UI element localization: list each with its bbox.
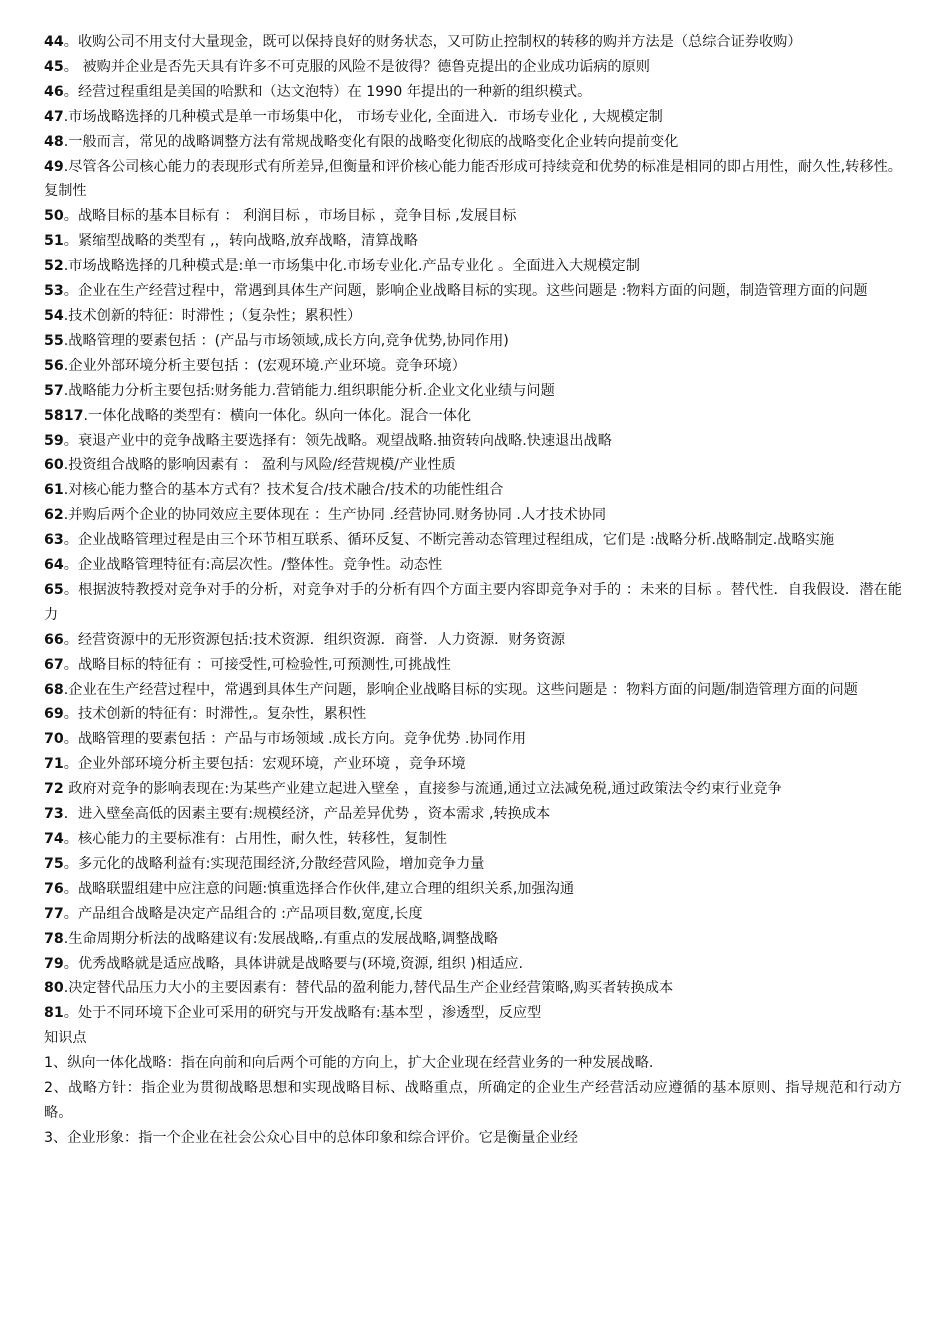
question-number: 73 [44,806,64,823]
question-number: 56 [44,357,64,374]
question-number: 46 [44,83,64,100]
question-item [44,478,902,503]
question-item [44,902,902,927]
question-number: 65 [44,581,64,598]
question-number: 70 [44,731,64,748]
question-text: 。企业战略管理特征有:高层次性。/整体性。竞争性。动态性 [63,557,443,574]
question-item [44,752,902,777]
question-text: 。企业外部环境分析主要包括：宏观环境，产业环境 ，竞争环境 [63,756,466,773]
question-text: .并购后两个企业的协同效应主要体现在 ：生产协同 .经营协同.财务协同 .人才技术协同 [63,507,607,524]
question-item [44,952,902,977]
knowledge-section [44,1026,902,1151]
question-text: 。经营资源中的无形资源包括:技术资源．组织资源．商誉．人力资源．财务资源 [63,631,566,648]
question-item [44,976,902,1001]
question-number: 45 [44,58,64,75]
question-text: .技术创新的特征：时滞性 ;（复杂性；累积性） [63,307,362,324]
question-item [44,927,902,952]
question-number: 54 [44,307,64,324]
question-item [44,628,902,653]
question-item [44,727,902,752]
question-item [44,678,902,703]
question-item [44,877,902,902]
question-number: 47 [44,108,64,125]
question-item [44,827,902,852]
question-number: 66 [44,631,64,648]
question-item [44,653,902,678]
question-text: .对核心能力整合的基本方式有？技术复合/技术融合/技术的功能性组合 [63,482,504,499]
knowledge-heading: 知识点 [44,1030,87,1047]
question-number: 72 [44,781,64,798]
question-item [44,453,902,478]
question-number: 50 [44,208,64,225]
question-item [44,702,902,727]
question-text: 。根据波特教授对竞争对手的分析，对竞争对手的分析有四个方面主要内容即竞争对手的 ：未来的目标 。替代性．自我假设．潜在能力 [44,581,902,623]
question-number: 75 [44,855,64,872]
question-text: 。经营过程重组是美国的哈默和（达文泡特）在 1990 年提出的一种新的组织模式。 [63,83,592,100]
question-item [44,130,902,155]
question-number: 49 [44,158,64,175]
question-text: .企业外部环境分析主要包括 ：(宏观环境.产业环境。竞争环境） [63,357,466,374]
question-number: 80 [44,980,64,997]
question-number: 53 [44,283,64,300]
question-item [44,304,902,329]
question-text: .战略能力分析主要包括:财务能力.营销能力.组织职能分析.企业文化业绩与问题 [63,382,555,399]
question-text: 。多元化的战略利益有:实现范围经济,分散经营风险，增加竞争力量 [63,855,485,872]
question-text: 。技术创新的特征有：时滞性,。复杂性，累积性 [63,706,367,723]
question-item [44,528,902,553]
question-item [44,254,902,279]
question-item [44,578,902,628]
knowledge-point: 1、纵向一体化战略：指在向前和向后两个可能的方向上，扩大企业现在经营业务的一种发展战略. [44,1055,654,1072]
question-text: .一体化战略的类型有：横向一体化。纵向一体化。混合一体化 [83,407,472,424]
question-item [44,155,902,205]
question-text: .战略管理的要素包括 ：(产品与市场领域,成长方向,竞争优势,协同作用) [63,332,509,349]
question-number: 60 [44,457,64,474]
question-item [44,329,902,354]
question-item [44,503,902,528]
question-number: 48 [44,133,64,150]
question-number: 44 [44,34,64,50]
question-text: 。处于不同环境下企业可采用的研究与开发战略有:基本型 ，渗透型，反应型 [63,1005,542,1022]
question-item [44,55,902,80]
question-number: 81 [44,1005,64,1022]
question-item [44,279,902,304]
question-item [44,404,902,429]
knowledge-point: 3、企业形象：指一个企业在社会公众心目中的总体印象和综合评价。它是衡量企业经 [44,1129,578,1146]
question-number: 5817 [44,407,84,424]
question-number: 69 [44,706,64,723]
question-item [44,379,902,404]
question-item [44,1001,902,1026]
question-item [44,553,902,578]
question-item [44,852,902,877]
knowledge-point: 2、战略方针：指企业为贯彻战略思想和实现战略目标、战略重点，所确定的企业生产经营活动应遵循的基本原则、指导规范和行动方略。 [44,1080,902,1121]
question-item [44,105,902,130]
question-item [44,204,902,229]
question-item [44,80,902,105]
question-number: 51 [44,233,64,250]
question-text: 。战略管理的要素包括 ：产品与市场领域 .成长方向。竞争优势 .协同作用 [63,731,527,748]
question-text: .投资组合战略的影响因素有 ： 盈利与风险/经营规模/产业性质 [63,457,456,474]
question-item [44,429,902,454]
question-number: 78 [44,930,64,947]
question-text: .尽管各公司核心能力的表现形式有所差异,但衡量和评价核心能力能否形成可持续竞和优势的标准是相同的即占用性，耐久性,转移性。复制性 [44,158,902,200]
question-number: 52 [44,258,64,275]
question-text: .市场战略选择的几种模式是单一市场集中化， 市场专业化, 全面进入．市场专业化 , 大规模定制 [63,108,663,125]
question-text: .企业在生产经营过程中，常遇到具体生产问题，影响企业战略目标的实现。这些问题是 ：物料方面的问题/制造管理方面的问题 [63,681,858,698]
question-number: 59 [44,432,64,449]
question-text: 。优秀战略就是适应战略，具体讲就是战略要与(环境,资源, 组织 )相适应. [63,955,523,972]
document-page [44,30,902,1151]
question-text: 。核心能力的主要标准有：占用性，耐久性，转移性，复制性 [63,831,447,847]
question-text: 。衰退产业中的竞争战略主要选择有：领先战略。观望战略.抽资转向战略.快速退出战略 [63,432,612,449]
question-list [44,30,902,1026]
question-text: 政府对竞争的影响表现在:为某些产业建立起进入壁垒 ，直接参与流通,通过立法减免税,通过政策法令约束行业竞争 [63,781,782,798]
question-text: 。企业战略管理过程是由三个环节相互联系、循环反复、不断完善动态管理过程组成，它们是 :战略分析.战略制定.战略实施 [63,532,835,549]
question-text: .一般而言，常见的战略调整方法有常规战略变化有限的战略变化彻底的战略变化企业转向提前变化 [63,133,679,150]
question-text: 。紧缩型战略的类型有 ,，转向战略,放弃战略，清算战略 [63,233,418,250]
question-number: 67 [44,656,64,673]
question-number: 61 [44,482,64,499]
question-number: 64 [44,557,64,574]
question-number: 62 [44,507,64,524]
question-text: 。收购公司不用支付大量现金，既可以保持良好的财务状态，又可防止控制权的转移的购并方法是（总综合证券收购） [63,34,802,50]
question-text: 。 被购并企业是否先天具有许多不可克服的风险不是彼得？德鲁克提出的企业成功诟病的原则 [63,58,650,75]
question-number: 76 [44,880,64,897]
question-item [44,354,902,379]
question-text: ．进入壁垒高低的因素主要有:规模经济，产品差异优势 ，资本需求 ,转换成本 [63,806,551,823]
question-text: .决定替代品压力大小的主要因素有：替代品的盈利能力,替代品生产企业经营策略,购买者转换成本 [63,980,674,997]
question-number: 68 [44,681,64,698]
question-item [44,777,902,802]
question-number: 63 [44,532,64,549]
question-number: 74 [44,831,64,847]
question-number: 79 [44,955,64,972]
question-number: 55 [44,332,64,349]
question-item [44,229,902,254]
question-number: 71 [44,756,64,773]
knowledge-list [44,1051,902,1151]
question-text: 。企业在生产经营过程中，常遇到具体生产问题，影响企业战略目标的实现。这些问题是 :物料方面的问题，制造管理方面的问题 [63,283,868,300]
question-text: .生命周期分析法的战略建议有:发展战略,.有重点的发展战略,调整战略 [63,930,499,947]
question-number: 57 [44,382,64,399]
question-text: .市场战略选择的几种模式是:单一市场集中化.市场专业化.产品专业化 。全面进入大规模定制 [63,258,640,275]
question-text: 。产品组合战略是决定产品组合的 :产品项目数,宽度,长度 [63,905,423,922]
question-text: 。战略目标的特征有 ：可接受性,可检验性,可预测性,可挑战性 [63,656,451,673]
question-number: 77 [44,905,64,922]
question-item [44,802,902,827]
question-text: 。战略联盟组建中应注意的问题:慎重选择合作伙伴,建立合理的组织关系,加强沟通 [63,880,575,897]
question-item [44,30,902,55]
question-text: 。战略目标的基本目标有 ： 利润目标 ，市场目标 ，竞争目标 ,发展目标 [63,208,517,225]
